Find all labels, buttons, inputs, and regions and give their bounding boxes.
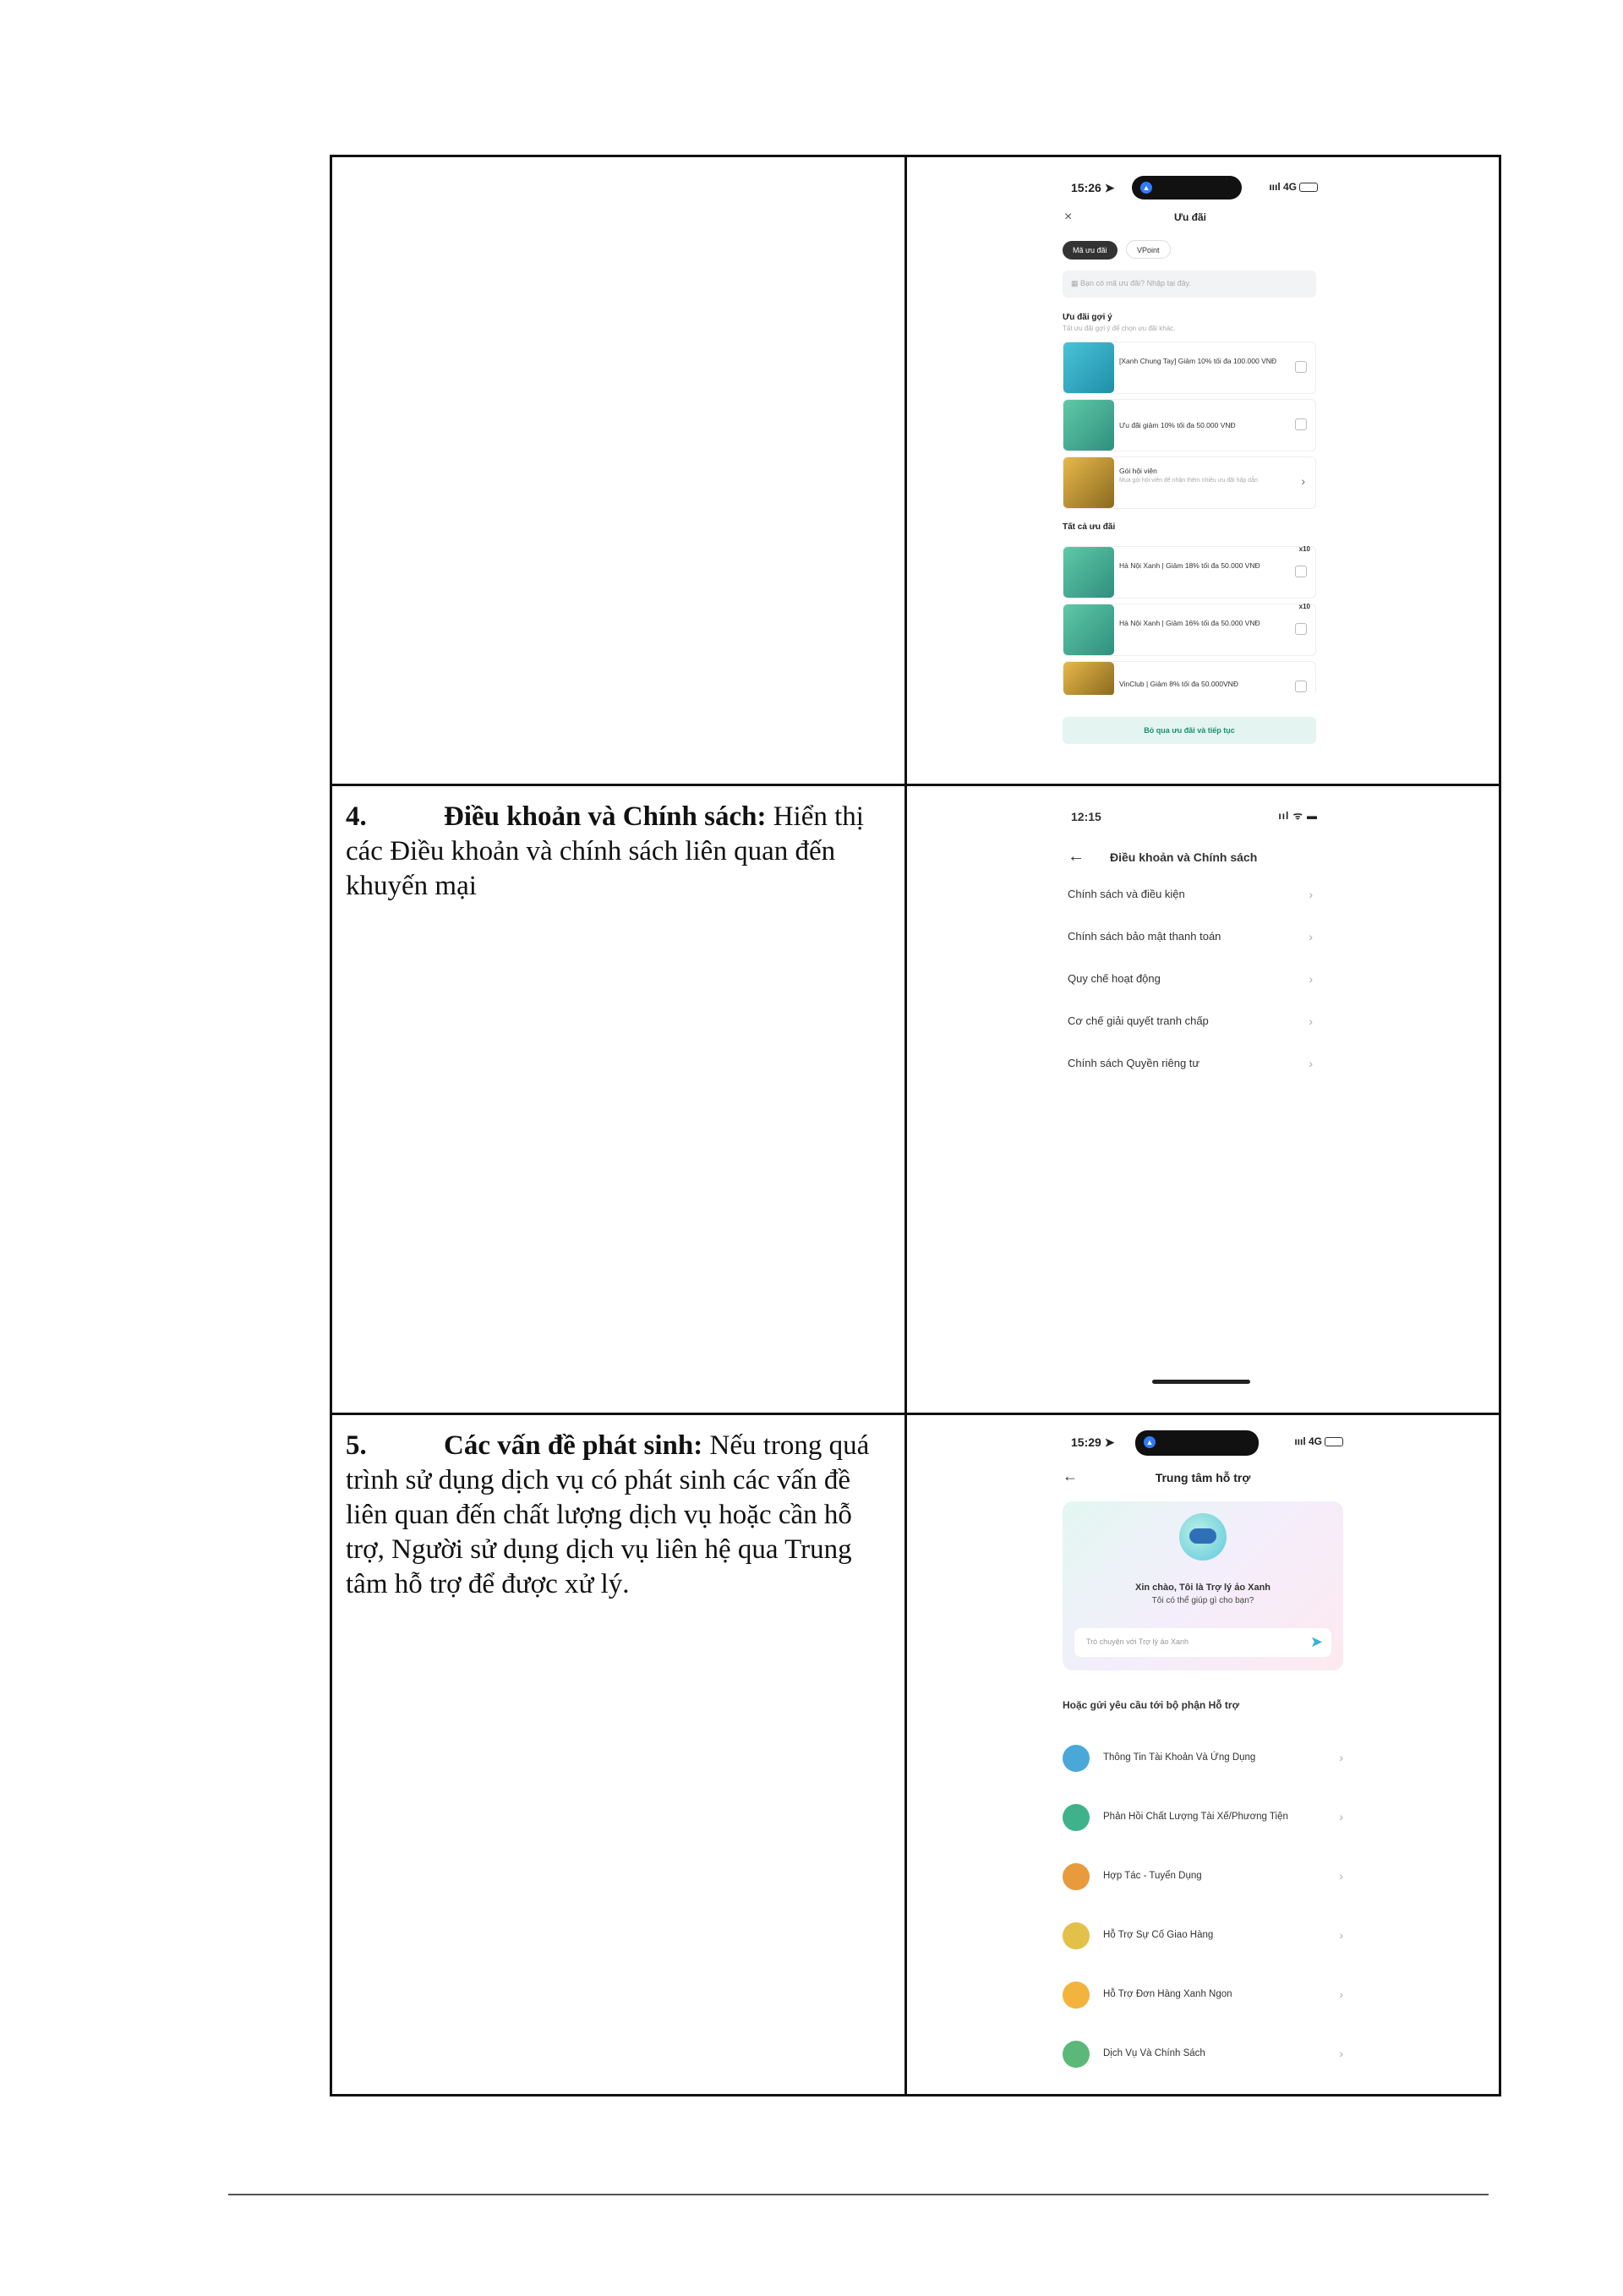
offer-checkbox[interactable] xyxy=(1295,623,1307,635)
send-icon[interactable]: ➤ xyxy=(1309,1633,1323,1650)
chevron-right-icon: › xyxy=(1301,474,1305,488)
policy-leaf-icon xyxy=(1063,2041,1090,2068)
chevron-right-icon: › xyxy=(1309,972,1313,986)
app-indicator-icon: ▲ xyxy=(1140,182,1152,194)
chevron-right-icon: › xyxy=(1339,1810,1343,1823)
support-item[interactable]: Hợp Tác - Tuyển Dụng › xyxy=(1063,1863,1347,1905)
support-item[interactable]: Hỗ Trợ Sự Cố Giao Hàng › xyxy=(1063,1922,1347,1965)
table-cell-description xyxy=(332,786,904,1413)
status-bar xyxy=(1051,169,1330,203)
battery-icon xyxy=(1299,183,1318,192)
support-section-label: Hoặc gửi yêu cầu tới bộ phận Hỗ trợ xyxy=(1063,1699,1240,1711)
tab-vpoint[interactable]: VPoint xyxy=(1126,240,1171,259)
content-table xyxy=(330,155,1501,2096)
chevron-right-icon: › xyxy=(1309,930,1313,943)
chevron-right-icon: › xyxy=(1309,1014,1313,1028)
policy-item[interactable]: Chính sách và điều kiện › xyxy=(1068,888,1313,901)
account-icon xyxy=(1063,1745,1090,1772)
table-cell-screenshot xyxy=(907,1415,1499,2094)
offer-checkbox[interactable] xyxy=(1295,361,1307,373)
offer-card[interactable] xyxy=(1063,399,1316,451)
table-cell-screenshot xyxy=(907,786,1499,1413)
page-title: Ưu đãi xyxy=(1174,211,1206,223)
support-item[interactable]: Phản Hồi Chất Lượng Tài Xế/Phương Tiện › xyxy=(1063,1804,1347,1846)
assistant-greeting-sub: Tôi có thể giúp gì cho bạn? xyxy=(1151,1596,1254,1605)
suggested-offers-subtitle: Tất ưu đãi gợi ý để chọn ưu đãi khác. xyxy=(1063,325,1176,332)
driver-icon xyxy=(1063,1804,1090,1831)
nav-bar xyxy=(1051,206,1330,232)
offer-thumbnail xyxy=(1063,547,1114,598)
promo-code-input[interactable]: ▦ Bạn có mã ưu đãi? Nhập tại đây. xyxy=(1063,271,1316,298)
assistant-panel xyxy=(1063,1501,1343,1670)
dynamic-island xyxy=(1132,176,1242,200)
item-body: Hiển thị các Điều khoản và chính sách liên quan đến khuyến mại xyxy=(346,801,864,901)
signal-indicator: ıııl 4G xyxy=(1269,181,1318,193)
offer-label: [Xanh Chung Tay] Giảm 10% tối đa 100.000 VNĐ xyxy=(1119,357,1277,365)
all-offers-title: Tất cả ưu đãi xyxy=(1063,522,1116,532)
table-cell-screenshot xyxy=(907,157,1499,784)
support-item[interactable]: Dịch Vụ Và Chính Sách › xyxy=(1063,2041,1347,2083)
partnership-icon xyxy=(1063,1863,1090,1890)
assistant-chat-input[interactable]: Trò chuyện với Trợ lý ảo Xanh ➤ xyxy=(1074,1628,1331,1657)
chevron-right-icon: › xyxy=(1309,888,1313,901)
offer-label: Gói hội viên Mua gói hội viên để nhận thêm nhiều ưu đãi hấp dẫn xyxy=(1119,466,1280,486)
assistant-greeting: Xin chào, Tôi là Trợ lý ảo Xanh xyxy=(1134,1583,1271,1593)
signal-indicator: ıııl 4G xyxy=(1294,1435,1343,1447)
status-bar xyxy=(1051,796,1330,830)
delivery-pin-icon xyxy=(1063,1922,1090,1949)
tab-bar xyxy=(1063,240,1176,260)
table-cell-description xyxy=(332,1415,904,2094)
item-description xyxy=(346,800,891,904)
table-cell-description xyxy=(332,157,904,784)
phone-screenshot-support xyxy=(1051,1424,1355,2083)
item-number: 4. xyxy=(346,801,367,832)
quantity-badge: x10 xyxy=(1298,603,1310,610)
policy-item[interactable]: Quy chế hoạt động › xyxy=(1068,972,1313,986)
offer-thumbnail xyxy=(1063,604,1114,655)
battery-icon xyxy=(1325,1437,1343,1446)
status-time: 15:26 ➤ xyxy=(1071,181,1115,194)
tab-promo-code[interactable]: Mã ưu đãi xyxy=(1063,241,1118,260)
app-indicator-icon: ▲ xyxy=(1144,1436,1156,1448)
skip-offers-button[interactable]: Bỏ qua ưu đãi và tiếp tục xyxy=(1063,717,1316,744)
quantity-badge: x10 xyxy=(1298,545,1310,553)
footer-divider xyxy=(228,2194,1489,2195)
offer-card[interactable] xyxy=(1063,546,1316,599)
offer-thumbnail xyxy=(1063,342,1114,393)
offer-card[interactable] xyxy=(1063,604,1316,656)
item-description xyxy=(346,1429,891,1602)
food-order-icon xyxy=(1063,1982,1090,2009)
chevron-right-icon: › xyxy=(1339,1987,1343,2001)
offer-label: Ưu đãi giảm 10% tối đa 50.000 VNĐ xyxy=(1119,421,1236,429)
offer-card[interactable] xyxy=(1063,342,1316,394)
close-icon[interactable]: × xyxy=(1064,210,1073,224)
item-body: Nếu trong quá trình sử dụng dịch vụ có phát sinh các vấn đề liên quan đến chất lượng dịch vụ hoặc cần hỗ trợ, Người sử dụng dịch vụ liên hệ qua Trung tâm hỗ trợ để được xử lý. xyxy=(346,1430,870,1599)
robot-icon xyxy=(1179,1513,1227,1561)
offer-label: VinClub | Giảm 8% tối đa 50.000VNĐ xyxy=(1119,680,1238,688)
status-bar xyxy=(1051,1424,1355,1457)
policy-item[interactable]: Chính sách bảo mật thanh toán › xyxy=(1068,930,1313,943)
suggested-offers-title: Ưu đãi gợi ý xyxy=(1063,313,1112,322)
page-title: Điều khoản và Chính sách xyxy=(1110,850,1258,864)
status-time: 12:15 xyxy=(1071,810,1101,823)
item-number: 5. xyxy=(346,1430,367,1461)
signal-indicator: ııl ᯤ ▬ xyxy=(1278,810,1318,822)
support-item[interactable]: Thông Tin Tài Khoản Và Ứng Dụng › xyxy=(1063,1745,1347,1787)
chevron-right-icon: › xyxy=(1339,1928,1343,1942)
support-item[interactable]: Hỗ Trợ Đơn Hàng Xanh Ngon › xyxy=(1063,1982,1347,2024)
chevron-right-icon: › xyxy=(1339,1751,1343,1764)
offer-sublabel: Mua gói hội viên để nhận thêm nhiều ưu đãi hấp dẫn xyxy=(1119,478,1258,484)
membership-card[interactable] xyxy=(1063,456,1316,509)
page-title: Trung tâm hỗ trợ xyxy=(1155,1471,1251,1484)
chevron-right-icon: › xyxy=(1339,2047,1343,2060)
code-icon: ▦ xyxy=(1071,279,1081,287)
item-title: Các vấn đề phát sinh: xyxy=(444,1430,703,1461)
offer-checkbox[interactable] xyxy=(1295,418,1307,430)
offer-label: Hà Nội Xanh | Giảm 16% tối đa 50.000 VNĐ xyxy=(1119,619,1260,627)
table-row xyxy=(332,1415,1499,2094)
phone-screenshot-offers xyxy=(1051,169,1330,769)
table-row xyxy=(332,157,1499,786)
table-row xyxy=(332,786,1499,1415)
offer-card[interactable] xyxy=(1063,661,1316,695)
offer-label: Hà Nội Xanh | Giảm 18% tối đa 50.000 VNĐ xyxy=(1119,561,1260,570)
back-arrow-icon[interactable]: ← xyxy=(1063,1468,1078,1484)
offer-thumbnail xyxy=(1063,662,1114,695)
offer-checkbox[interactable] xyxy=(1295,566,1307,577)
crown-icon xyxy=(1063,457,1114,508)
item-title: Điều khoản và Chính sách: xyxy=(444,801,767,832)
chevron-right-icon: › xyxy=(1309,1057,1313,1070)
offer-thumbnail xyxy=(1063,400,1114,451)
chevron-right-icon: › xyxy=(1339,1869,1343,1883)
status-time: 15:29 ➤ xyxy=(1071,1435,1115,1449)
phone-screenshot-policies xyxy=(1051,796,1330,1405)
dynamic-island xyxy=(1135,1430,1259,1456)
offer-checkbox[interactable] xyxy=(1295,681,1307,692)
back-arrow-icon[interactable]: ← xyxy=(1068,847,1085,866)
home-indicator xyxy=(1152,1380,1250,1384)
policy-item[interactable]: Cơ chế giải quyết tranh chấp › xyxy=(1068,1014,1313,1028)
policy-item[interactable]: Chính sách Quyền riêng tư › xyxy=(1068,1057,1313,1070)
